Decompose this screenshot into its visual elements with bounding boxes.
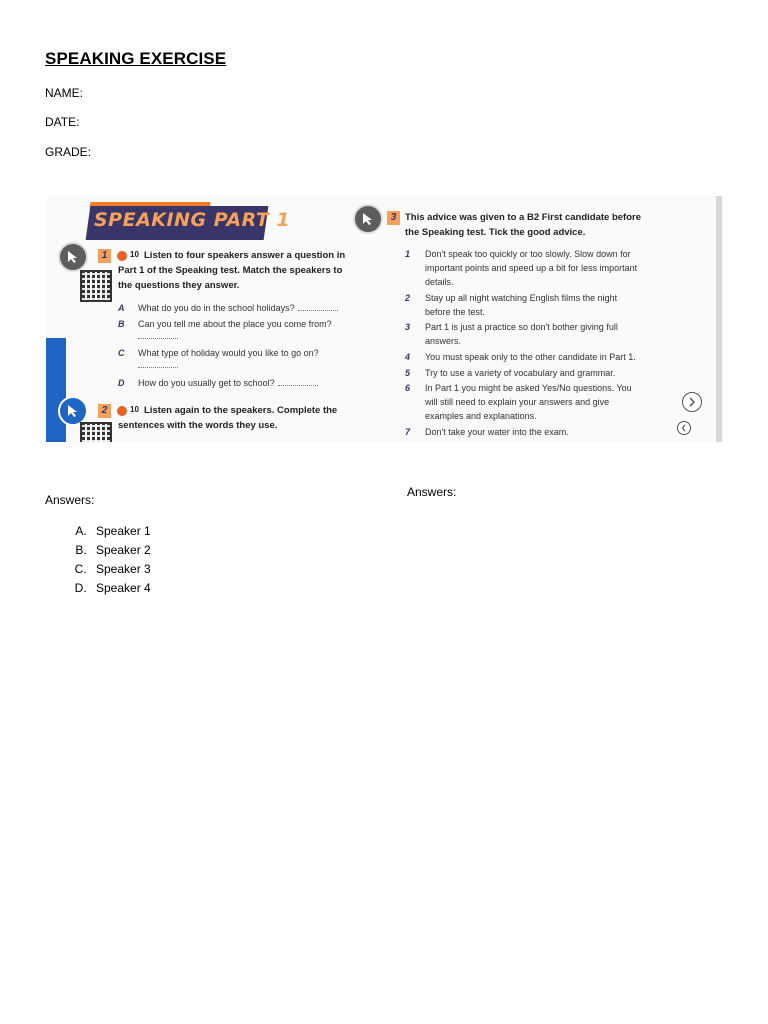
advice-text: Stay up all night watching English films the night [425, 293, 618, 303]
item-letter: C [118, 348, 125, 358]
advice-number: 4 [405, 352, 411, 362]
advice-text: Part 1 is just a practice so don't bother giving full [425, 322, 618, 332]
advice-text: answers. [425, 336, 462, 346]
item-letter: D [118, 378, 125, 388]
advice-text: Try to use a variety of vocabulary and grammar. [425, 368, 616, 378]
audio-icon[interactable] [117, 406, 127, 416]
name-field-label: NAME: [45, 86, 84, 100]
advice-number: 2 [405, 293, 411, 303]
page-edge [716, 196, 722, 442]
advice-number: 7 [405, 427, 411, 437]
cursor-icon[interactable] [58, 396, 88, 426]
coursebook-page-image [46, 196, 722, 442]
answers-label-right: Answers: [407, 485, 457, 499]
ex1-instruction-2: Part 1 of the Speaking test. Match the speakers to [118, 265, 343, 276]
advice-text: Don't speak too quickly or too slowly. Slow down for [425, 249, 631, 259]
advice-text: important points and speed up a bit for less important [425, 263, 638, 273]
ex3-instruction-2: the Speaking test. Tick the good advice. [405, 227, 586, 238]
question-item: What do you do in the school holidays? [138, 302, 338, 315]
advice-text: Don't take your water into the exam. [425, 427, 569, 437]
advice-text: You must speak only to the other candidate in Part 1. [425, 352, 636, 362]
advice-text: examples and explanations. [425, 411, 537, 421]
ex3-instruction-1: This advice was given to a B2 First candidate before [405, 212, 641, 223]
item-letter: A [118, 303, 125, 313]
grade-field-label: GRADE: [45, 145, 92, 159]
ex2-instruction-2: sentences with the words they use. [118, 420, 278, 431]
track-number: 10 [130, 250, 139, 259]
item-letter: B [118, 319, 125, 329]
answers-label-left: Answers: [45, 493, 95, 507]
advice-number: 1 [405, 249, 411, 259]
exercise-1-number: 1 [98, 249, 111, 263]
advice-text: In Part 1 you might be asked Yes/No questions. You [425, 383, 632, 393]
list-item: C. Speaker 3 [90, 560, 151, 579]
exercise-3-number: 3 [387, 211, 400, 225]
date-field-label: DATE: [45, 115, 80, 129]
question-item: How do you usually get to school? [138, 377, 318, 390]
ex1-instruction-3: the questions they answer. [118, 280, 240, 291]
blue-margin-bar [46, 338, 66, 442]
advice-number: 3 [405, 322, 411, 332]
list-item: B. Speaker 2 [90, 541, 151, 560]
advice-text: will still need to explain your answers and give [425, 397, 610, 407]
track-number: 10 [130, 405, 139, 414]
qr-code-icon [82, 424, 110, 442]
qr-code-icon [82, 272, 110, 300]
question-item: Can you tell me about the place you come from? [138, 319, 332, 329]
exercise-2-number: 2 [98, 404, 111, 418]
speaker-options-list [45, 522, 151, 598]
chevron-left-icon[interactable] [677, 421, 691, 435]
question-item: What type of holiday would you like to go on? [138, 348, 319, 358]
audio-icon[interactable] [117, 251, 127, 261]
answer-blank [138, 338, 178, 339]
list-item: A. Speaker 1 [90, 522, 151, 541]
ex1-instruction-1: Listen to four speakers answer a question in [144, 250, 346, 261]
part-title: SPEAKING PART 1 [94, 209, 291, 231]
advice-text: before the test. [425, 307, 486, 317]
list-item: D. Speaker 4 [90, 579, 151, 598]
cursor-icon[interactable] [58, 242, 88, 272]
page-title: SPEAKING EXERCISE [45, 49, 227, 68]
chevron-right-icon[interactable] [682, 392, 702, 412]
advice-number: 5 [405, 368, 411, 378]
ex2-instruction-1: Listen again to the speakers. Complete the [144, 405, 338, 416]
answer-blank [138, 367, 178, 368]
advice-number: 6 [405, 383, 411, 393]
cursor-icon[interactable] [353, 204, 383, 234]
advice-text: details. [425, 277, 454, 287]
